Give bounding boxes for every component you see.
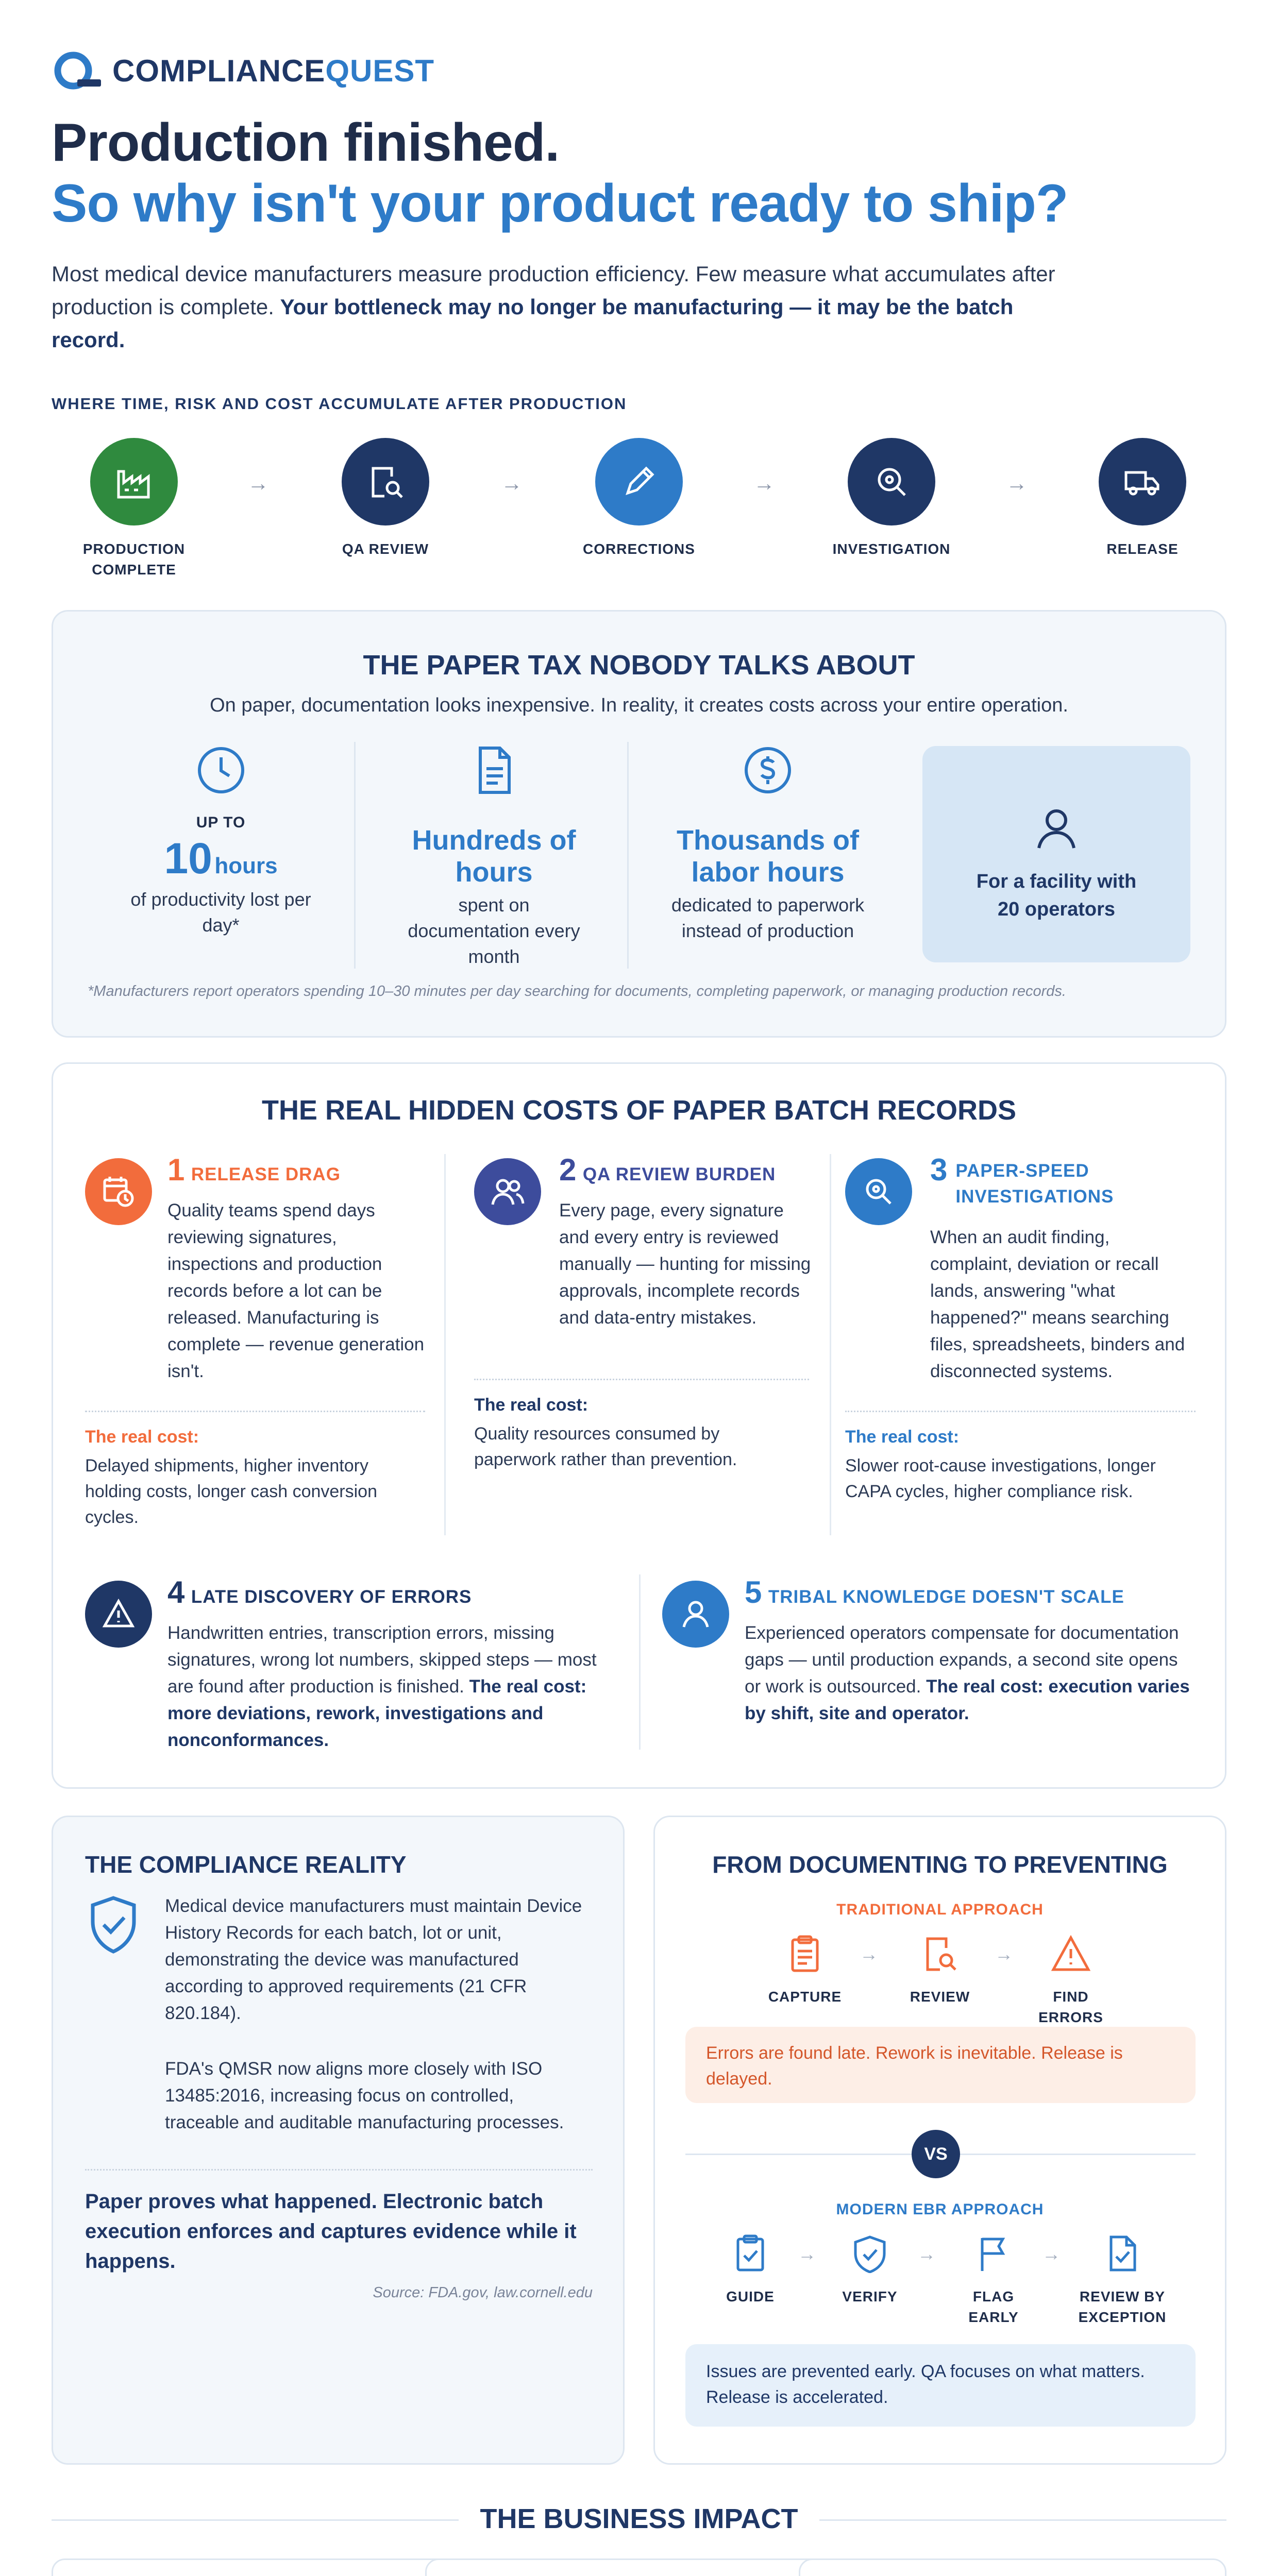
hidden-cost-body: Quality teams spend days reviewing signatures, inspections and production records before a lot can be released. Manufacturing is complete — revenue generation isn't. bbox=[167, 1200, 425, 1381]
compliance-para1: Medical device manufacturers must maintain Device History Records for each batch, lot or unit, demonstrating the device was manufactured according to approved requirements (21 CFR 820.184). bbox=[165, 1896, 582, 2023]
modern-step-label: FLAG EARLY bbox=[968, 2289, 1019, 2325]
stat-col-3 bbox=[634, 742, 902, 969]
brand-prefix: COMPLIANCE bbox=[112, 53, 326, 88]
warning-icon bbox=[1050, 1935, 1091, 1974]
arrow-right-icon: → bbox=[753, 471, 775, 495]
hidden-cost-divider bbox=[845, 1411, 1196, 1412]
traditional-step-label: CAPTURE bbox=[768, 1989, 842, 2005]
hidden-cost-4-heading bbox=[167, 1574, 472, 1610]
arrow-right-icon: → bbox=[860, 1943, 878, 1964]
paper-tax-footnote: *Manufacturers report operators spending 10–30 minutes per day searching for documents, completing paperwork, or managing production records. bbox=[88, 983, 1066, 999]
flow-heading: WHERE TIME, RISK AND COST ACCUMULATE AFTER PRODUCTION bbox=[52, 395, 627, 413]
truck-icon bbox=[1122, 461, 1163, 502]
flow-steps bbox=[0, 438, 1278, 592]
modern-note: Issues are prevented early. QA focuses on what matters. Release is accelerated. bbox=[706, 2362, 1145, 2407]
hidden-cost-5-heading bbox=[745, 1574, 1124, 1610]
hidden-cost-4-badge bbox=[85, 1581, 152, 1648]
person-icon bbox=[679, 1597, 713, 1631]
hidden-cost-body: Handwritten entries, transcription errors, missing signatures, wrong lot numbers, skipped steps — most are found after production is finished. bbox=[167, 1623, 597, 1697]
traditional-step-label: FIND ERRORS bbox=[1038, 1989, 1103, 2025]
hidden-cost-5-text bbox=[745, 1620, 1198, 1727]
real-cost-label: The real cost: bbox=[474, 1395, 588, 1415]
hero-title-line2: So why isn't your product ready to ship? bbox=[52, 174, 1068, 233]
hero-body bbox=[52, 258, 1082, 357]
hidden-cost-num: 4 bbox=[167, 1575, 185, 1609]
flow-step-label: INVESTIGATION bbox=[832, 541, 951, 557]
kpi-card bbox=[425, 2558, 853, 2576]
stat-desc: dedicated to paperwork instead of production bbox=[671, 894, 865, 941]
clipboard-check-icon bbox=[731, 2234, 770, 2273]
stat-big: Thousands of labor hours bbox=[677, 825, 859, 888]
document-search-icon bbox=[920, 1935, 960, 1974]
hidden-cost-num: 2 bbox=[559, 1153, 577, 1187]
column-divider bbox=[830, 1154, 831, 1535]
arrow-right-icon: → bbox=[995, 1943, 1013, 1964]
hidden-cost-body: Every page, every signature and every entry is reviewed manually — hunting for missing approvals, incomplete records and data-entry mistakes. bbox=[559, 1200, 811, 1328]
traditional-step-label: REVIEW bbox=[910, 1989, 970, 2005]
stat-highlight bbox=[922, 746, 1190, 962]
modern-step-label: REVIEW BY EXCEPTION bbox=[1078, 2289, 1167, 2325]
hidden-cost-3-badge bbox=[845, 1158, 912, 1225]
hidden-cost-title: TRIBAL KNOWLEDGE DOESN'T SCALE bbox=[768, 1587, 1124, 1607]
hidden-cost-bold: The real cost: more deviations, rework, investigations and nonconformances. bbox=[167, 1676, 587, 1750]
modern-step-label: GUIDE bbox=[726, 2289, 775, 2304]
document-icon bbox=[466, 742, 523, 799]
hero-body-bold: Your bottleneck may no longer be manufacturing — it may be the batch record. bbox=[52, 295, 1014, 352]
stat-big: Hundreds of hours bbox=[412, 825, 576, 888]
people-icon bbox=[490, 1174, 526, 1210]
hidden-cost-1-badge bbox=[85, 1158, 152, 1225]
hero-title-line1: Production finished. bbox=[52, 113, 560, 173]
real-cost-label: The real cost: bbox=[845, 1427, 960, 1447]
hidden-cost-num: 5 bbox=[745, 1575, 762, 1609]
document-search-icon bbox=[365, 461, 406, 502]
stat-desc: spent on documentation every month bbox=[408, 894, 580, 967]
traditional-note: Errors are found late. Rework is inevitable. Release is delayed. bbox=[706, 2043, 1123, 2089]
header-logo[interactable] bbox=[52, 49, 434, 92]
magnifier-icon bbox=[871, 461, 912, 502]
q-logo-icon bbox=[52, 49, 103, 92]
hidden-cost-num: 1 bbox=[167, 1153, 185, 1187]
hidden-cost-body: When an audit finding, complaint, deviation or recall lands, answering "what happened?" means searching files, spreadsheets, binders and disconnected systems. bbox=[930, 1227, 1185, 1381]
hidden-cost-1-heading bbox=[167, 1152, 341, 1188]
compliance-divider bbox=[85, 2169, 593, 2171]
stat-desc: of productivity lost per day* bbox=[130, 889, 311, 936]
hidden-cost-title: QA REVIEW BURDEN bbox=[582, 1164, 776, 1184]
brand-suffix: QUEST bbox=[325, 53, 435, 88]
preventing-title: FROM DOCUMENTING TO PREVENTING bbox=[712, 1851, 1168, 1878]
hidden-cost-2-badge bbox=[474, 1158, 541, 1225]
arrow-right-icon: → bbox=[1006, 471, 1028, 495]
paper-tax-subtitle: On paper, documentation looks inexpensive. In reality, it creates costs across your entire operation. bbox=[210, 694, 1068, 716]
vs-text: VS bbox=[924, 2144, 948, 2164]
arrow-right-icon: → bbox=[501, 471, 523, 495]
modern-label: MODERN EBR APPROACH bbox=[836, 2201, 1044, 2218]
stat-big: 10 bbox=[164, 834, 212, 883]
shield-check-icon bbox=[850, 2234, 889, 2273]
compliance-bold: Paper proves what happened. Electronic batch execution enforces and captures evidence while it happens. bbox=[85, 2190, 577, 2273]
modern-step-label: VERIFY bbox=[842, 2289, 898, 2304]
flow-step-corrections bbox=[595, 438, 683, 526]
flow-step-label: QA REVIEW bbox=[342, 541, 429, 557]
clock-icon bbox=[193, 742, 249, 799]
arrow-right-icon: → bbox=[798, 2243, 816, 2264]
stat-unit: hours bbox=[214, 853, 278, 878]
flow-step-label: CORRECTIONS bbox=[583, 541, 695, 557]
flag-icon bbox=[974, 2234, 1013, 2273]
hidden-cost-4-text bbox=[167, 1620, 621, 1754]
flow-step-investigation bbox=[848, 438, 935, 526]
paper-tax-title: THE PAPER TAX NOBODY TALKS ABOUT bbox=[363, 650, 915, 681]
dollar-icon bbox=[739, 742, 796, 799]
pencil-icon bbox=[618, 461, 660, 502]
stat-col-1 bbox=[88, 742, 356, 969]
warning-icon bbox=[102, 1597, 136, 1631]
compliance-para2: FDA's QMSR now aligns more closely with ISO 13485:2016, increasing focus on controlled, traceable and auditable manufacturing processes. bbox=[165, 2059, 564, 2132]
flow-step-label: PRODUCTION COMPLETE bbox=[82, 541, 186, 578]
arrow-right-icon: → bbox=[917, 2243, 936, 2264]
hidden-cost-body: Experienced operators compensate for documentation gaps — until production expands, a second site opens or work is outsourced. bbox=[745, 1623, 1179, 1697]
flow-step-release bbox=[1099, 438, 1186, 526]
impact-title: THE BUSINESS IMPACT bbox=[480, 2503, 798, 2534]
stat-desc: For a facility with 20 operators bbox=[976, 871, 1137, 920]
traditional-label: TRADITIONAL APPROACH bbox=[836, 1901, 1044, 1918]
hidden-cost-title: PAPER-SPEED INVESTIGATIONS bbox=[955, 1161, 1114, 1207]
flow-step-qa-review bbox=[342, 438, 429, 526]
vs-badge bbox=[912, 2130, 960, 2178]
hero-title bbox=[52, 112, 1068, 234]
hidden-cost-num: 3 bbox=[930, 1153, 948, 1187]
document-check-icon bbox=[1103, 2234, 1142, 2273]
shield-check-icon bbox=[85, 1894, 142, 1956]
person-icon bbox=[1031, 803, 1082, 854]
arrow-right-icon: → bbox=[1042, 2243, 1061, 2264]
hidden-cost-5-badge bbox=[662, 1581, 729, 1648]
kpi-card bbox=[799, 2558, 1226, 2576]
real-cost-text: Delayed shipments, higher inventory holding costs, longer cash conversion cycles. bbox=[85, 1456, 377, 1527]
real-cost-label: The real cost: bbox=[85, 1427, 199, 1447]
stat-pre: UP TO bbox=[196, 814, 246, 831]
arrow-right-icon: → bbox=[247, 471, 269, 495]
hidden-cost-3-heading bbox=[930, 1152, 1198, 1210]
real-cost-text: Slower root-cause investigations, longer CAPA cycles, higher compliance risk. bbox=[845, 1456, 1156, 1501]
hidden-costs-title: THE REAL HIDDEN COSTS OF PAPER BATCH RECORDS bbox=[261, 1095, 1017, 1126]
compliance-title: THE COMPLIANCE REALITY bbox=[85, 1851, 407, 1878]
calendar-clock-icon bbox=[102, 1175, 136, 1209]
column-divider bbox=[444, 1154, 446, 1535]
hidden-cost-title: RELEASE DRAG bbox=[191, 1164, 341, 1184]
compliance-source: Source: FDA.gov, law.cornell.edu bbox=[373, 2284, 593, 2301]
hidden-cost-title: LATE DISCOVERY OF ERRORS bbox=[191, 1587, 472, 1607]
clipboard-icon bbox=[785, 1935, 825, 1974]
real-cost-text: Quality resources consumed by paperwork rather than prevention. bbox=[474, 1424, 737, 1469]
stat-col-2 bbox=[361, 742, 629, 969]
kpi-card bbox=[52, 2558, 479, 2576]
flow-step-production-complete bbox=[90, 438, 178, 526]
flow-step-label: RELEASE bbox=[1106, 541, 1179, 557]
hidden-cost-bold: The real cost: execution varies by shift, site and operator. bbox=[745, 1676, 1190, 1723]
factory-icon bbox=[113, 461, 155, 502]
column-divider bbox=[639, 1574, 641, 1750]
hero-body-text: Most medical device manufacturers measure production efficiency. Few measure what accumulates after production is complete. bbox=[52, 262, 1055, 319]
hidden-cost-2-heading bbox=[559, 1152, 776, 1188]
hidden-cost-divider bbox=[474, 1379, 809, 1380]
search-icon bbox=[862, 1175, 896, 1209]
hidden-cost-divider bbox=[85, 1411, 425, 1412]
